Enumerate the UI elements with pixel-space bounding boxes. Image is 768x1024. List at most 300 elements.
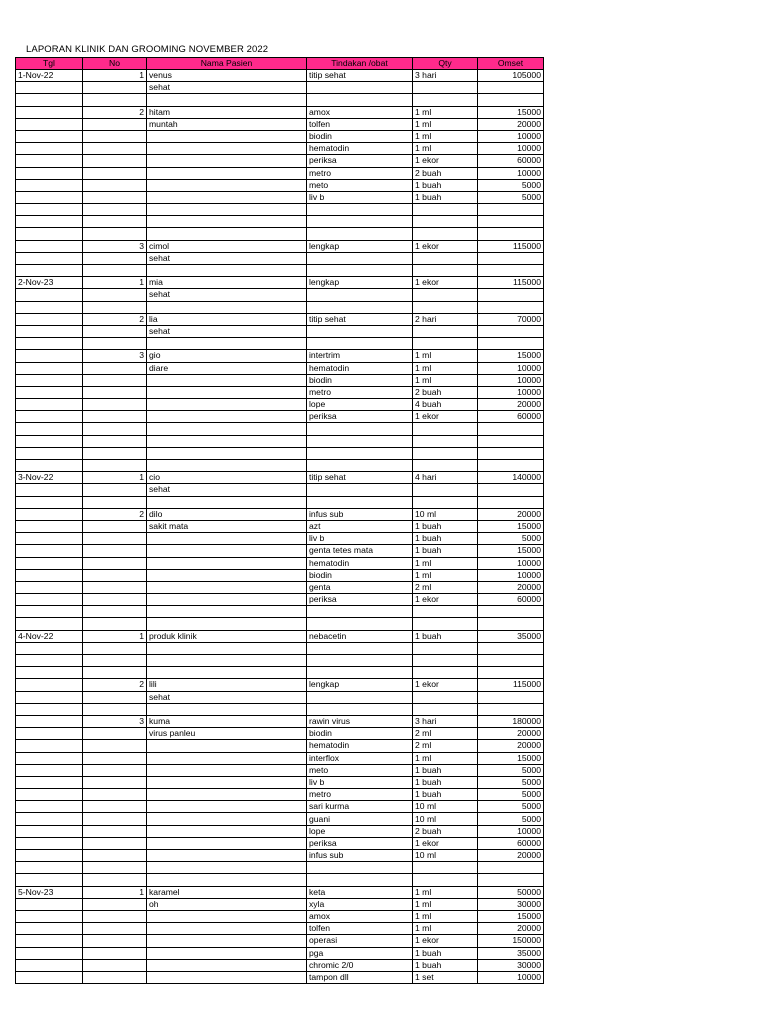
column-header-qty: Qty <box>413 58 478 70</box>
tindakan-cell: chromic 2/0 <box>307 959 413 971</box>
tindakan-cell: hematodin <box>307 557 413 569</box>
table-row <box>16 520 544 532</box>
tgl-cell <box>16 265 83 277</box>
tgl-cell <box>16 143 83 155</box>
tindakan-cell <box>307 325 413 337</box>
nama-pasien-cell <box>147 947 307 959</box>
no-cell <box>83 191 147 203</box>
no-cell <box>83 862 147 874</box>
nama-pasien-cell: sehat <box>147 252 307 264</box>
table-row <box>16 460 544 472</box>
qty-cell <box>413 703 478 715</box>
tindakan-cell <box>307 435 413 447</box>
no-cell <box>83 496 147 508</box>
tindakan-cell: operasi <box>307 935 413 947</box>
tindakan-cell: sari kurma <box>307 801 413 813</box>
tindakan-cell: periksa <box>307 837 413 849</box>
tindakan-cell: lope <box>307 825 413 837</box>
qty-cell: 1 ml <box>413 923 478 935</box>
omset-cell: 60000 <box>478 594 544 606</box>
no-cell <box>83 447 147 459</box>
tgl-cell <box>16 959 83 971</box>
tgl-cell <box>16 594 83 606</box>
qty-cell: 1 ekor <box>413 277 478 289</box>
no-cell <box>83 935 147 947</box>
omset-cell: 5000 <box>478 191 544 203</box>
omset-cell <box>478 642 544 654</box>
qty-cell: 2 buah <box>413 167 478 179</box>
no-cell <box>83 764 147 776</box>
omset-cell: 150000 <box>478 935 544 947</box>
no-cell <box>83 325 147 337</box>
tgl-cell <box>16 94 83 106</box>
table-row <box>16 959 544 971</box>
no-cell: 2 <box>83 508 147 520</box>
nama-pasien-cell <box>147 837 307 849</box>
table-row <box>16 630 544 642</box>
tindakan-cell: xyla <box>307 898 413 910</box>
nama-pasien-cell: sehat <box>147 82 307 94</box>
qty-cell: 2 ml <box>413 581 478 593</box>
omset-cell: 35000 <box>478 947 544 959</box>
tgl-cell <box>16 167 83 179</box>
omset-cell: 10000 <box>478 569 544 581</box>
nama-pasien-cell: lili <box>147 679 307 691</box>
no-cell <box>83 801 147 813</box>
omset-cell: 10000 <box>478 971 544 983</box>
qty-cell <box>413 228 478 240</box>
nama-pasien-cell <box>147 460 307 472</box>
tgl-cell <box>16 350 83 362</box>
table-row <box>16 886 544 898</box>
nama-pasien-cell: dilo <box>147 508 307 520</box>
no-cell <box>83 252 147 264</box>
table-row <box>16 801 544 813</box>
omset-cell: 35000 <box>478 630 544 642</box>
nama-pasien-cell <box>147 752 307 764</box>
tindakan-cell: tolfen <box>307 118 413 130</box>
tindakan-cell <box>307 228 413 240</box>
table-row <box>16 155 544 167</box>
tindakan-cell: meto <box>307 179 413 191</box>
omset-cell <box>478 228 544 240</box>
table-row <box>16 411 544 423</box>
qty-cell: 1 buah <box>413 191 478 203</box>
tgl-cell <box>16 581 83 593</box>
table-row <box>16 472 544 484</box>
table-row <box>16 545 544 557</box>
tindakan-cell: amox <box>307 106 413 118</box>
tindakan-cell <box>307 265 413 277</box>
no-cell <box>83 374 147 386</box>
qty-cell <box>413 325 478 337</box>
tindakan-cell <box>307 289 413 301</box>
tindakan-cell <box>307 338 413 350</box>
omset-cell <box>478 423 544 435</box>
tgl-cell <box>16 728 83 740</box>
nama-pasien-cell: sehat <box>147 484 307 496</box>
tindakan-cell <box>307 655 413 667</box>
no-cell <box>83 82 147 94</box>
table-row <box>16 789 544 801</box>
tgl-cell: 5-Nov-23 <box>16 886 83 898</box>
tindakan-cell <box>307 252 413 264</box>
table-row <box>16 728 544 740</box>
tgl-cell <box>16 557 83 569</box>
qty-cell: 1 buah <box>413 789 478 801</box>
table-row <box>16 118 544 130</box>
nama-pasien-cell: lia <box>147 313 307 325</box>
qty-cell: 10 ml <box>413 850 478 862</box>
nama-pasien-cell <box>147 910 307 922</box>
omset-cell: 5000 <box>478 789 544 801</box>
nama-pasien-cell <box>147 740 307 752</box>
no-cell <box>83 386 147 398</box>
table-row <box>16 581 544 593</box>
omset-cell <box>478 496 544 508</box>
table-row <box>16 325 544 337</box>
tindakan-cell: amox <box>307 910 413 922</box>
table-row <box>16 301 544 313</box>
qty-cell: 3 hari <box>413 715 478 727</box>
qty-cell: 1 ekor <box>413 594 478 606</box>
qty-cell: 1 ml <box>413 130 478 142</box>
no-cell <box>83 667 147 679</box>
omset-cell: 10000 <box>478 362 544 374</box>
table-body <box>16 70 544 984</box>
qty-cell: 1 ml <box>413 106 478 118</box>
tindakan-cell: pga <box>307 947 413 959</box>
nama-pasien-cell <box>147 923 307 935</box>
no-cell <box>83 728 147 740</box>
tgl-cell <box>16 569 83 581</box>
no-cell <box>83 484 147 496</box>
nama-pasien-cell <box>147 959 307 971</box>
nama-pasien-cell: sakit mata <box>147 520 307 532</box>
omset-cell <box>478 691 544 703</box>
no-cell: 1 <box>83 886 147 898</box>
nama-pasien-cell <box>147 825 307 837</box>
tindakan-cell: liv b <box>307 533 413 545</box>
no-cell <box>83 618 147 630</box>
column-header-tindakan-obat: Tindakan /obat <box>307 58 413 70</box>
tindakan-cell <box>307 204 413 216</box>
tindakan-cell: periksa <box>307 594 413 606</box>
no-cell <box>83 557 147 569</box>
qty-cell: 1 ml <box>413 374 478 386</box>
qty-cell <box>413 655 478 667</box>
table-row <box>16 874 544 886</box>
tindakan-cell: liv b <box>307 191 413 203</box>
nama-pasien-cell <box>147 655 307 667</box>
nama-pasien-cell: sehat <box>147 691 307 703</box>
omset-cell: 10000 <box>478 374 544 386</box>
no-cell: 1 <box>83 472 147 484</box>
nama-pasien-cell: sehat <box>147 289 307 301</box>
nama-pasien-cell <box>147 228 307 240</box>
table-row <box>16 191 544 203</box>
nama-pasien-cell <box>147 606 307 618</box>
table-row <box>16 179 544 191</box>
tindakan-cell <box>307 703 413 715</box>
table-row <box>16 667 544 679</box>
tgl-cell <box>16 82 83 94</box>
table-row <box>16 569 544 581</box>
table-row <box>16 228 544 240</box>
no-cell: 3 <box>83 715 147 727</box>
tgl-cell <box>16 606 83 618</box>
qty-cell <box>413 94 478 106</box>
table-row <box>16 691 544 703</box>
tgl-cell <box>16 411 83 423</box>
qty-cell <box>413 289 478 301</box>
nama-pasien-cell <box>147 862 307 874</box>
tgl-cell <box>16 447 83 459</box>
nama-pasien-cell: kuma <box>147 715 307 727</box>
tindakan-cell: biodin <box>307 374 413 386</box>
qty-cell: 1 ekor <box>413 155 478 167</box>
omset-cell <box>478 216 544 228</box>
no-cell <box>83 204 147 216</box>
no-cell <box>83 143 147 155</box>
table-row <box>16 106 544 118</box>
omset-cell: 50000 <box>478 886 544 898</box>
tindakan-cell: titip sehat <box>307 472 413 484</box>
tindakan-cell: rawin virus <box>307 715 413 727</box>
no-cell: 2 <box>83 679 147 691</box>
table-row <box>16 70 544 82</box>
tgl-cell <box>16 386 83 398</box>
omset-cell: 10000 <box>478 143 544 155</box>
qty-cell: 1 buah <box>413 776 478 788</box>
omset-cell: 5000 <box>478 813 544 825</box>
tindakan-cell: hematodin <box>307 362 413 374</box>
omset-cell: 30000 <box>478 898 544 910</box>
no-cell <box>83 789 147 801</box>
qty-cell: 2 hari <box>413 313 478 325</box>
nama-pasien-cell <box>147 496 307 508</box>
table-row <box>16 204 544 216</box>
omset-cell: 20000 <box>478 118 544 130</box>
tindakan-cell: guani <box>307 813 413 825</box>
qty-cell <box>413 874 478 886</box>
nama-pasien-cell: mia <box>147 277 307 289</box>
tgl-cell <box>16 155 83 167</box>
tindakan-cell <box>307 423 413 435</box>
tindakan-cell: biodin <box>307 569 413 581</box>
omset-cell: 15000 <box>478 350 544 362</box>
no-cell <box>83 642 147 654</box>
tgl-cell: 3-Nov-22 <box>16 472 83 484</box>
nama-pasien-cell: sehat <box>147 325 307 337</box>
tindakan-cell <box>307 484 413 496</box>
tindakan-cell: metro <box>307 789 413 801</box>
qty-cell <box>413 447 478 459</box>
tgl-cell <box>16 130 83 142</box>
nama-pasien-cell: cimol <box>147 240 307 252</box>
tgl-cell <box>16 789 83 801</box>
omset-cell <box>478 82 544 94</box>
no-cell <box>83 813 147 825</box>
report-table <box>15 57 544 984</box>
qty-cell: 1 ekor <box>413 240 478 252</box>
table-row <box>16 606 544 618</box>
no-cell: 3 <box>83 240 147 252</box>
tindakan-cell <box>307 301 413 313</box>
no-cell <box>83 289 147 301</box>
omset-cell: 60000 <box>478 411 544 423</box>
tindakan-cell: lope <box>307 399 413 411</box>
no-cell <box>83 362 147 374</box>
qty-cell <box>413 642 478 654</box>
omset-cell <box>478 435 544 447</box>
omset-cell <box>478 655 544 667</box>
qty-cell: 1 ml <box>413 886 478 898</box>
tindakan-cell: infus sub <box>307 850 413 862</box>
column-header-nama-pasien: Nama Pasien <box>147 58 307 70</box>
tgl-cell <box>16 435 83 447</box>
table-row <box>16 338 544 350</box>
no-cell <box>83 533 147 545</box>
omset-cell: 15000 <box>478 752 544 764</box>
tgl-cell <box>16 204 83 216</box>
tgl-cell <box>16 496 83 508</box>
nama-pasien-cell <box>147 874 307 886</box>
tindakan-cell: biodin <box>307 130 413 142</box>
table-row <box>16 143 544 155</box>
table-row <box>16 618 544 630</box>
tindakan-cell: lengkap <box>307 277 413 289</box>
omset-cell: 5000 <box>478 533 544 545</box>
qty-cell <box>413 460 478 472</box>
no-cell: 2 <box>83 106 147 118</box>
no-cell <box>83 399 147 411</box>
tgl-cell <box>16 228 83 240</box>
tindakan-cell <box>307 691 413 703</box>
qty-cell: 1 buah <box>413 630 478 642</box>
no-cell <box>83 691 147 703</box>
no-cell <box>83 898 147 910</box>
omset-cell: 15000 <box>478 106 544 118</box>
tindakan-cell: liv b <box>307 776 413 788</box>
nama-pasien-cell <box>147 155 307 167</box>
qty-cell: 2 ml <box>413 728 478 740</box>
no-cell <box>83 460 147 472</box>
omset-cell: 115000 <box>478 277 544 289</box>
omset-cell: 5000 <box>478 776 544 788</box>
tindakan-cell: keta <box>307 886 413 898</box>
no-cell: 2 <box>83 313 147 325</box>
tgl-cell <box>16 825 83 837</box>
nama-pasien-cell <box>147 789 307 801</box>
omset-cell <box>478 874 544 886</box>
tindakan-cell <box>307 82 413 94</box>
tindakan-cell: titip sehat <box>307 70 413 82</box>
qty-cell: 1 ml <box>413 569 478 581</box>
no-cell <box>83 118 147 130</box>
table-row <box>16 837 544 849</box>
tindakan-cell <box>307 447 413 459</box>
omset-cell <box>478 289 544 301</box>
omset-cell <box>478 606 544 618</box>
table-row <box>16 752 544 764</box>
no-cell <box>83 850 147 862</box>
omset-cell: 105000 <box>478 70 544 82</box>
nama-pasien-cell <box>147 776 307 788</box>
omset-cell <box>478 338 544 350</box>
no-cell <box>83 752 147 764</box>
omset-cell: 15000 <box>478 520 544 532</box>
omset-cell: 15000 <box>478 910 544 922</box>
omset-cell: 20000 <box>478 728 544 740</box>
tindakan-cell: periksa <box>307 155 413 167</box>
table-row <box>16 813 544 825</box>
tgl-cell <box>16 837 83 849</box>
no-cell <box>83 947 147 959</box>
nama-pasien-cell <box>147 179 307 191</box>
omset-cell: 70000 <box>478 313 544 325</box>
no-cell <box>83 740 147 752</box>
nama-pasien-cell <box>147 764 307 776</box>
tindakan-cell: titip sehat <box>307 313 413 325</box>
tgl-cell <box>16 679 83 691</box>
no-cell <box>83 423 147 435</box>
qty-cell: 1 ml <box>413 557 478 569</box>
tindakan-cell: genta tetes mata <box>307 545 413 557</box>
no-cell <box>83 411 147 423</box>
omset-cell <box>478 484 544 496</box>
table-row <box>16 496 544 508</box>
qty-cell <box>413 618 478 630</box>
qty-cell <box>413 667 478 679</box>
nama-pasien-cell <box>147 94 307 106</box>
tgl-cell <box>16 947 83 959</box>
tgl-cell <box>16 801 83 813</box>
omset-cell <box>478 252 544 264</box>
no-cell <box>83 581 147 593</box>
tindakan-cell: hematodin <box>307 740 413 752</box>
nama-pasien-cell <box>147 447 307 459</box>
table-row <box>16 435 544 447</box>
no-cell: 1 <box>83 630 147 642</box>
tindakan-cell: infus sub <box>307 508 413 520</box>
table-row <box>16 82 544 94</box>
omset-cell: 30000 <box>478 959 544 971</box>
table-row <box>16 277 544 289</box>
omset-cell: 20000 <box>478 508 544 520</box>
nama-pasien-cell: cio <box>147 472 307 484</box>
table-row <box>16 216 544 228</box>
qty-cell: 1 buah <box>413 533 478 545</box>
tgl-cell <box>16 618 83 630</box>
no-cell <box>83 923 147 935</box>
no-cell <box>83 338 147 350</box>
no-cell <box>83 837 147 849</box>
nama-pasien-cell <box>147 435 307 447</box>
nama-pasien-cell <box>147 850 307 862</box>
tgl-cell <box>16 910 83 922</box>
column-header-omset: Omset <box>478 58 544 70</box>
nama-pasien-cell <box>147 581 307 593</box>
no-cell <box>83 435 147 447</box>
table-row <box>16 130 544 142</box>
no-cell <box>83 545 147 557</box>
qty-cell <box>413 496 478 508</box>
table-row <box>16 764 544 776</box>
report-title: LAPORAN KLINIK DAN GROOMING NOVEMBER 2022 <box>26 44 269 55</box>
nama-pasien-cell <box>147 935 307 947</box>
tindakan-cell <box>307 874 413 886</box>
